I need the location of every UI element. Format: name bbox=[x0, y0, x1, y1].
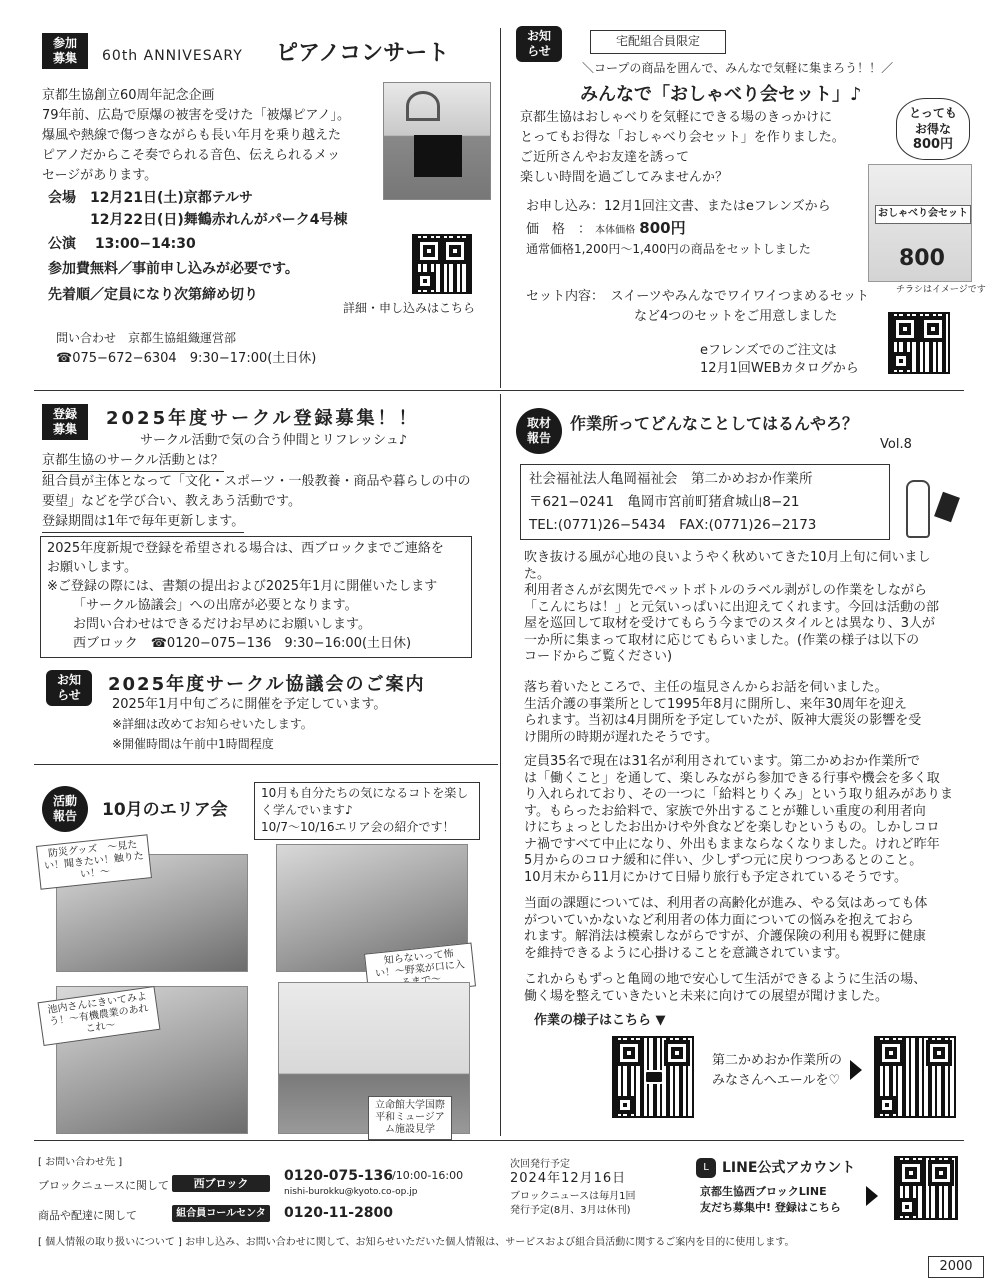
chat-order: お申し込み：12月1回注文書、またはeフレンズから bbox=[526, 199, 831, 214]
concert-inquiry: 問い合わせ 京都生協組織運営部 bbox=[56, 331, 237, 345]
footer-email[interactable]: nishi-burokku@kyoto.co-op.jp bbox=[284, 1187, 418, 1197]
area-caption-1: 防災グッズ 〜見たい！聞きたい！触りたい！〜 bbox=[36, 834, 152, 889]
arrow-right-icon bbox=[850, 1060, 862, 1080]
visit-org: 社会福祉法人亀岡福祉会 第二かめおか作業所 bbox=[529, 471, 813, 487]
visit-info-box bbox=[520, 464, 890, 540]
divider-top bbox=[34, 390, 964, 391]
footer-next-label: 次回発行予定 bbox=[510, 1159, 570, 1170]
chat-flyer-note: チラシはイメージです bbox=[896, 285, 986, 295]
chat-body: 京都生協はおしゃべりを気軽にできる場のきっかけに とってもお得な「おしゃべり会セット」を作りました。 ご近所さんやお友達を誘って 楽しい時間を過ごしてみませんか？ bbox=[520, 110, 845, 185]
chat-web-2: 12月1回WEBカタログから bbox=[700, 361, 859, 376]
concert-venue-2: 12月22日(日)舞鶴赤れんがパーク4号棟 bbox=[90, 212, 348, 228]
concert-fee: 参加費無料／事前申し込みが必要です。 bbox=[48, 261, 299, 277]
chat-tag: 宅配組合員限定 bbox=[590, 30, 726, 54]
footer-number: 2000 bbox=[928, 1256, 984, 1278]
concert-anniversary: 60th ANNIVESARY bbox=[102, 48, 243, 64]
circle-desc: 組合員が主体となって「文化・スポーツ・一般教養・商品や暮らしの中の 要望」などを学び合い、教えあう活動です。 登録期間は1年で毎年更新します。 bbox=[42, 472, 470, 533]
line-qr-code[interactable] bbox=[894, 1156, 958, 1220]
visit-address: 〒621−0241 亀岡市宮前町猪倉城山8−21 bbox=[529, 494, 800, 510]
footer-row-1-label: ブロックニュースに関して bbox=[38, 1179, 170, 1192]
top-divider-vertical bbox=[500, 28, 501, 388]
area-note: 10月も自分たちの気になるコトを楽し く学んでいます♪ 10/7〜10/16エリア会の紹介です！ bbox=[254, 782, 480, 840]
visit-paragraph-4: 当面の課題については、利用者の高齢化が進み、やる気はあっても体 がついていかないなど利用者の体力面についての悩みを抱えておら れます。解消法は模索しながらですが、介護保険の利用も視野に健康 を維持できるように心掛けることを意識されています。 bbox=[524, 896, 928, 961]
area-title: 10月のエリア会 bbox=[102, 800, 228, 820]
concert-badge: 参加 募集 bbox=[42, 33, 88, 69]
concert-first: 先着順／定員になり次第締め切り bbox=[48, 287, 258, 303]
line-logo-icon: L bbox=[696, 1158, 716, 1178]
chat-lead: ＼コープの商品を囲んで、みんなで気軽に集まろう！！／ bbox=[582, 61, 894, 75]
visit-title: 作業所ってどんなことしてはるんやろ？ bbox=[570, 414, 859, 433]
chat-normal-price: 通常価格1,200円〜1,400円の商品をセットしました bbox=[526, 242, 811, 256]
chat-badge: お知 らせ bbox=[516, 26, 562, 62]
visit-paragraph-1: 吹き抜ける風が心地の良いようやく秋めいてきた10月上旬に伺いまし た。 利用者さんが玄関先でペットボトルのラベル剥がしの作業をしながら 「こんにちは！」と元気いっぱいに出迎えてくれます。今回は活動の部 屋を巡回して取材を受けてもらう今までのスタイルとは異なり、3人が 一か所に集まって取材に応じてもらいました。(作業の様子は以下の コードからご覧ください) bbox=[524, 550, 939, 664]
footer-line-2: 友だち募集中! 登録はこちら bbox=[700, 1201, 841, 1214]
visit-badge: 取材 報告 bbox=[516, 408, 562, 454]
council-line-3: ※開催時間は午前中1時間程度 bbox=[112, 737, 274, 751]
area-caption-4: 立命館大学国際平和ミュージアム施設見学 bbox=[368, 1096, 452, 1140]
chat-title: みんなで「おしゃべり会セット」♪ bbox=[580, 84, 862, 105]
area-badge: 活動 報告 bbox=[42, 786, 88, 832]
footer-tel-2: 0120-11-2800 bbox=[284, 1205, 394, 1221]
visit-cheer-1: 第二かめおか作業所の bbox=[712, 1053, 843, 1068]
circle-what: 京都生協のサークル活動とは？ bbox=[42, 452, 224, 472]
visit-paragraph-3: 定員35名で現在は31名が利用されています。第二かめおか作業所で は「働くこと」を通して、楽しみながら参加できる行事や機会を多く取 り入れられており、その一つに「給料とりくみ」という取り組みがありま す。もらったお給料で、家族で外出することが難しい重度の利用者向 けにちょっとしたお出かけや外食などを楽しむというもの。しかしコロ ナ禍ですべて中止になり、外出もままならなくなりました。けれど昨年 5月からのコロナ緩和に伴い、少しずつ元に戻りつつあるとのこと。 10月末から11月にかけて日帰り旅行も予定されているそうです。 bbox=[524, 754, 954, 885]
circle-sub: サークル活動で気の合う仲間とリフレッシュ♪ bbox=[140, 433, 407, 448]
circle-notice-box: 2025年度新規で登録を希望される場合は、西ブロックまでご連絡を お願いします。 ※ご登録の際には、書類の提出および2025年1月に開催いたします 「サークル協議会」への出席が必要となります。 お問い合わせはできるだけお早めにお願いします。 西ブロック ☎0120−075−136 9:30−16:00(土日休) bbox=[40, 536, 472, 658]
concert-qr-code[interactable] bbox=[412, 234, 472, 294]
youtube-icon bbox=[644, 1070, 664, 1084]
visit-work-label: 作業の様子はこちら ▼ bbox=[534, 1013, 666, 1028]
concert-body: 京都生協創立60周年記念企画 79年前、広島で原爆の被害を受けた「被爆ピアノ」。 爆風や熱線で傷つきながらも長い年月を乗り越えた ピアノだからこそ奏でられる音色、伝えられるメッ セージがあります。 bbox=[42, 88, 351, 183]
chat-price-small: 本体価格 bbox=[595, 225, 636, 236]
visit-cheer-2: みなさんへエールを♡ bbox=[712, 1073, 841, 1088]
visit-cheer-qr-code[interactable] bbox=[874, 1036, 956, 1118]
footer-arrow-icon bbox=[866, 1186, 878, 1206]
footer-tel-1: 0120-075-136 bbox=[284, 1168, 394, 1184]
concert-tel: ☎075−672−6304 9:30−17:00(土日休) bbox=[56, 351, 317, 366]
chat-price-bubble: とっても お得な 800円 bbox=[896, 98, 970, 160]
council-title: 2025年度サークル協議会のご案内 bbox=[108, 674, 426, 695]
visit-paragraph-5: これからもずっと亀岡の地で安心して生活ができるように生活の場、 働く場を整えていきたいと未来に向けての展望が聞けました。 bbox=[524, 972, 927, 1004]
chat-web-1: eフレンズでのご注文は bbox=[700, 343, 837, 358]
chat-qr-code[interactable] bbox=[888, 312, 950, 374]
chat-price-label: 価 格 ： bbox=[526, 222, 592, 237]
circle-title: 2025年度サークル登録募集！！ bbox=[106, 408, 420, 429]
piano-shape bbox=[414, 135, 462, 177]
chat-price: 800円 bbox=[639, 219, 686, 237]
footer-frequency-2: 発行予定(8月、3月は休刊) bbox=[510, 1205, 631, 1216]
label-icon bbox=[934, 492, 960, 523]
council-line-1: 2025年1月中旬ごろに開催を予定しています。 bbox=[112, 697, 387, 712]
concert-detail-link[interactable]: 詳細・申し込みはこちら bbox=[343, 301, 476, 315]
footer-line-title: LINE公式アカウント bbox=[722, 1160, 856, 1176]
chat-contents-1: セット内容： スイーツやみんなでワイワイつまめるセット bbox=[526, 289, 869, 304]
chat-flyer-price: 800 bbox=[899, 246, 945, 271]
footer-center-label: 組合員コールセンター bbox=[172, 1205, 270, 1222]
circle-badge: 登録 募集 bbox=[42, 404, 88, 440]
footer-row-2-label: 商品や配達に関して bbox=[38, 1209, 137, 1222]
footer-line-1: 京都生協西ブロックLINE bbox=[700, 1185, 827, 1198]
concert-time: 公演 13:00−14:30 bbox=[48, 236, 196, 252]
chat-flyer-title: おしゃべり会セット bbox=[875, 205, 971, 224]
council-badge: お知 らせ bbox=[46, 670, 92, 706]
visit-paragraph-2: 落ち着いたところで、主任の塩見さんからお話を伺いました。 生活介護の事業所として1995年8月に開所し、来年30周年を迎え られます。当初は4月開所を予定していたが、阪神大震災の影響を受 け開所の時期が遅れたそうです。 bbox=[524, 680, 922, 745]
footer-contact: [ お問い合わせ先 ] bbox=[38, 1157, 123, 1168]
visit-video-qr-code[interactable] bbox=[612, 1036, 694, 1118]
chat-price-row bbox=[526, 218, 686, 240]
footer-privacy: [ 個人情報の取り扱いについて ] お申し込み、お問い合わせに関して、お知らせいただいた個人情報は、サービスおよび組合員活動に関するご案内を目的に使用します。 bbox=[38, 1237, 795, 1248]
chat-flyer bbox=[868, 164, 972, 282]
footer-west-label: 西ブロック bbox=[172, 1175, 270, 1192]
chat-contents-2: など4つのセットをご用意しました bbox=[634, 309, 838, 324]
visit-volume: Vol.8 bbox=[880, 437, 912, 452]
bottle-icon bbox=[906, 480, 930, 538]
concert-venue-1: 会場 12月21日(土)京都テルサ bbox=[48, 190, 254, 206]
area-caption-2: 知らないって怖い！〜野菜が口に入るまで〜 bbox=[364, 942, 476, 997]
piano-photo bbox=[383, 82, 491, 200]
middle-divider-vertical bbox=[500, 394, 501, 1136]
concert-title: ピアノコンサート bbox=[276, 41, 450, 66]
council-line-2: ※詳細は改めてお知らせいたします。 bbox=[112, 717, 313, 731]
area-caption-3: 池内さんにきいてみよう！〜有機農業のあれこれ〜 bbox=[38, 986, 161, 1046]
footer-next-date: 2024年12月16日 bbox=[510, 1171, 627, 1186]
visit-tel: TEL:(0771)26−5434 FAX:(0771)26−2173 bbox=[529, 517, 817, 533]
footer-hours: /10:00-16:00 bbox=[392, 1169, 464, 1182]
footer-frequency-1: ブロックニュースは毎月1回 bbox=[510, 1191, 636, 1202]
dome-shape bbox=[406, 91, 440, 121]
divider-footer bbox=[34, 1140, 964, 1141]
divider-middle-left bbox=[34, 764, 498, 765]
